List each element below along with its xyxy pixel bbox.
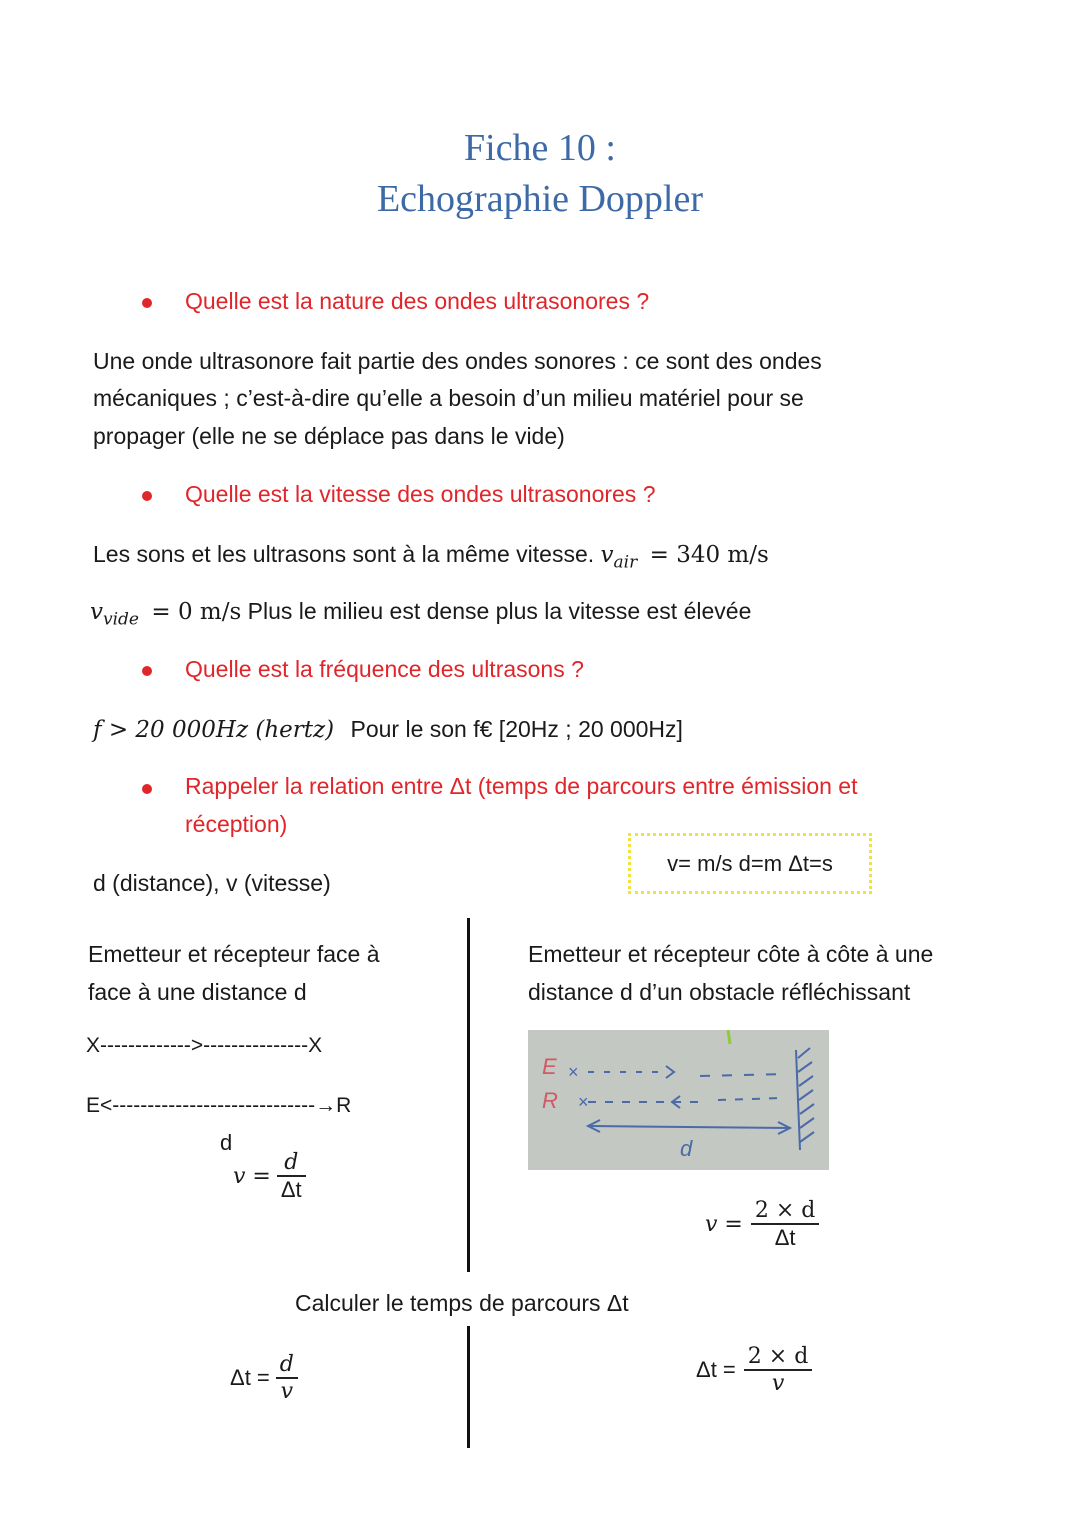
right-velocity-num: 2 × d	[754, 1198, 816, 1223]
answer-frequence	[93, 710, 683, 749]
svg-text:×: ×	[578, 1092, 589, 1112]
emitter-receiver-arrow: X------------->---------------X	[86, 1034, 323, 1057]
answer-vitesse-text: Les sons et les ultrasons sont à la même vitesse.	[93, 541, 595, 567]
left-velocity-den: Δt	[280, 1176, 302, 1202]
v-air-symbol: v	[600, 542, 614, 568]
calc-heading: Calculer le temps de parcours Δt	[295, 1290, 629, 1316]
units-box: v= m/s d=m Δt=s	[628, 833, 872, 894]
sketch-photo	[528, 1030, 829, 1170]
v-air-value: = 340 m/s	[649, 542, 769, 568]
frequence-formula: f > 20 000Hz (hertz)	[93, 717, 335, 743]
left-dt-lhs: Δt =	[230, 1364, 270, 1390]
left-velocity-lhs: v =	[233, 1163, 271, 1189]
answer-nature-line1: Une onde ultrasonore fait partie des ondes sonores : ce sont des ondes	[93, 348, 822, 374]
v-vide-value: = 0 m/s	[151, 599, 242, 625]
left-velocity-formula	[233, 1150, 306, 1203]
sketch-e-label: E	[542, 1054, 557, 1079]
frequence-son-text: Pour le son f€ [20Hz ; 20 000Hz]	[350, 716, 683, 742]
column-divider-top	[467, 918, 470, 1272]
left-velocity-fraction	[277, 1150, 306, 1203]
left-dt-fraction	[276, 1352, 298, 1404]
left-dt-num: d	[279, 1352, 294, 1377]
right-heading-line2: distance d d’un obstacle réfléchissant	[528, 979, 911, 1005]
v-vide-subscript: vide	[103, 609, 139, 630]
bullet-icon	[142, 666, 152, 676]
right-velocity-formula	[705, 1198, 819, 1251]
left-dt-formula	[230, 1352, 298, 1404]
answer-vitesse-line2	[90, 592, 751, 639]
question-relation-line1: Rappeler la relation entre Δt (temps de parcours entre émission et	[185, 773, 858, 799]
return-arrow: E<-----------------------------→R	[86, 1094, 352, 1117]
page-title: Fiche 10 :	[464, 127, 616, 169]
right-velocity-fraction	[751, 1198, 820, 1251]
answer-nature-line3: propager (elle ne se déplace pas dans le vide)	[93, 423, 565, 449]
left-velocity-num: d	[284, 1150, 299, 1175]
left-heading-line2: face à une distance d	[88, 979, 307, 1005]
answer-nature-line2: mécaniques ; c’est-à-dire qu’elle a besoin d’un milieu matériel pour se	[93, 385, 804, 411]
right-velocity-lhs: v =	[705, 1211, 743, 1237]
right-velocity-den: Δt	[774, 1224, 796, 1250]
distance-label: d	[220, 1130, 233, 1155]
bullet-icon	[142, 298, 152, 308]
question-relation-line2: réception)	[185, 811, 288, 837]
question-frequence: Quelle est la fréquence des ultrasons ?	[185, 656, 584, 682]
right-dt-fraction	[744, 1344, 813, 1396]
right-dt-lhs: Δt =	[696, 1356, 736, 1382]
page-subtitle: Echographie Doppler	[376, 178, 704, 220]
v-vide-symbol: v	[90, 599, 103, 625]
right-heading-line1: Emetteur et récepteur côte à côte à une	[528, 941, 934, 967]
question-nature: Quelle est la nature des ondes ultrasonores ?	[185, 288, 650, 314]
sketch-d-label: d	[680, 1136, 693, 1161]
left-dt-den: v	[280, 1378, 294, 1404]
column-divider-bottom	[467, 1326, 470, 1448]
bullet-icon	[142, 784, 152, 794]
v-air-subscript: air	[613, 552, 638, 573]
left-heading-line1: Emetteur et récepteur face à	[88, 941, 380, 967]
question-vitesse: Quelle est la vitesse des ondes ultrasonores ?	[185, 481, 656, 507]
right-dt-num: 2 × d	[747, 1344, 809, 1369]
distance-vitesse-line: d (distance), v (vitesse)	[93, 870, 331, 896]
sketch-drawing	[528, 1030, 829, 1170]
right-dt-formula	[696, 1344, 812, 1396]
answer-dense-text: Plus le milieu est dense plus la vitesse est élevée	[247, 598, 752, 624]
bullet-icon	[142, 491, 152, 501]
svg-text:×: ×	[568, 1062, 579, 1082]
answer-vitesse-line1	[93, 535, 769, 582]
sketch-r-label: R	[542, 1088, 558, 1113]
right-dt-den: v	[771, 1370, 785, 1396]
